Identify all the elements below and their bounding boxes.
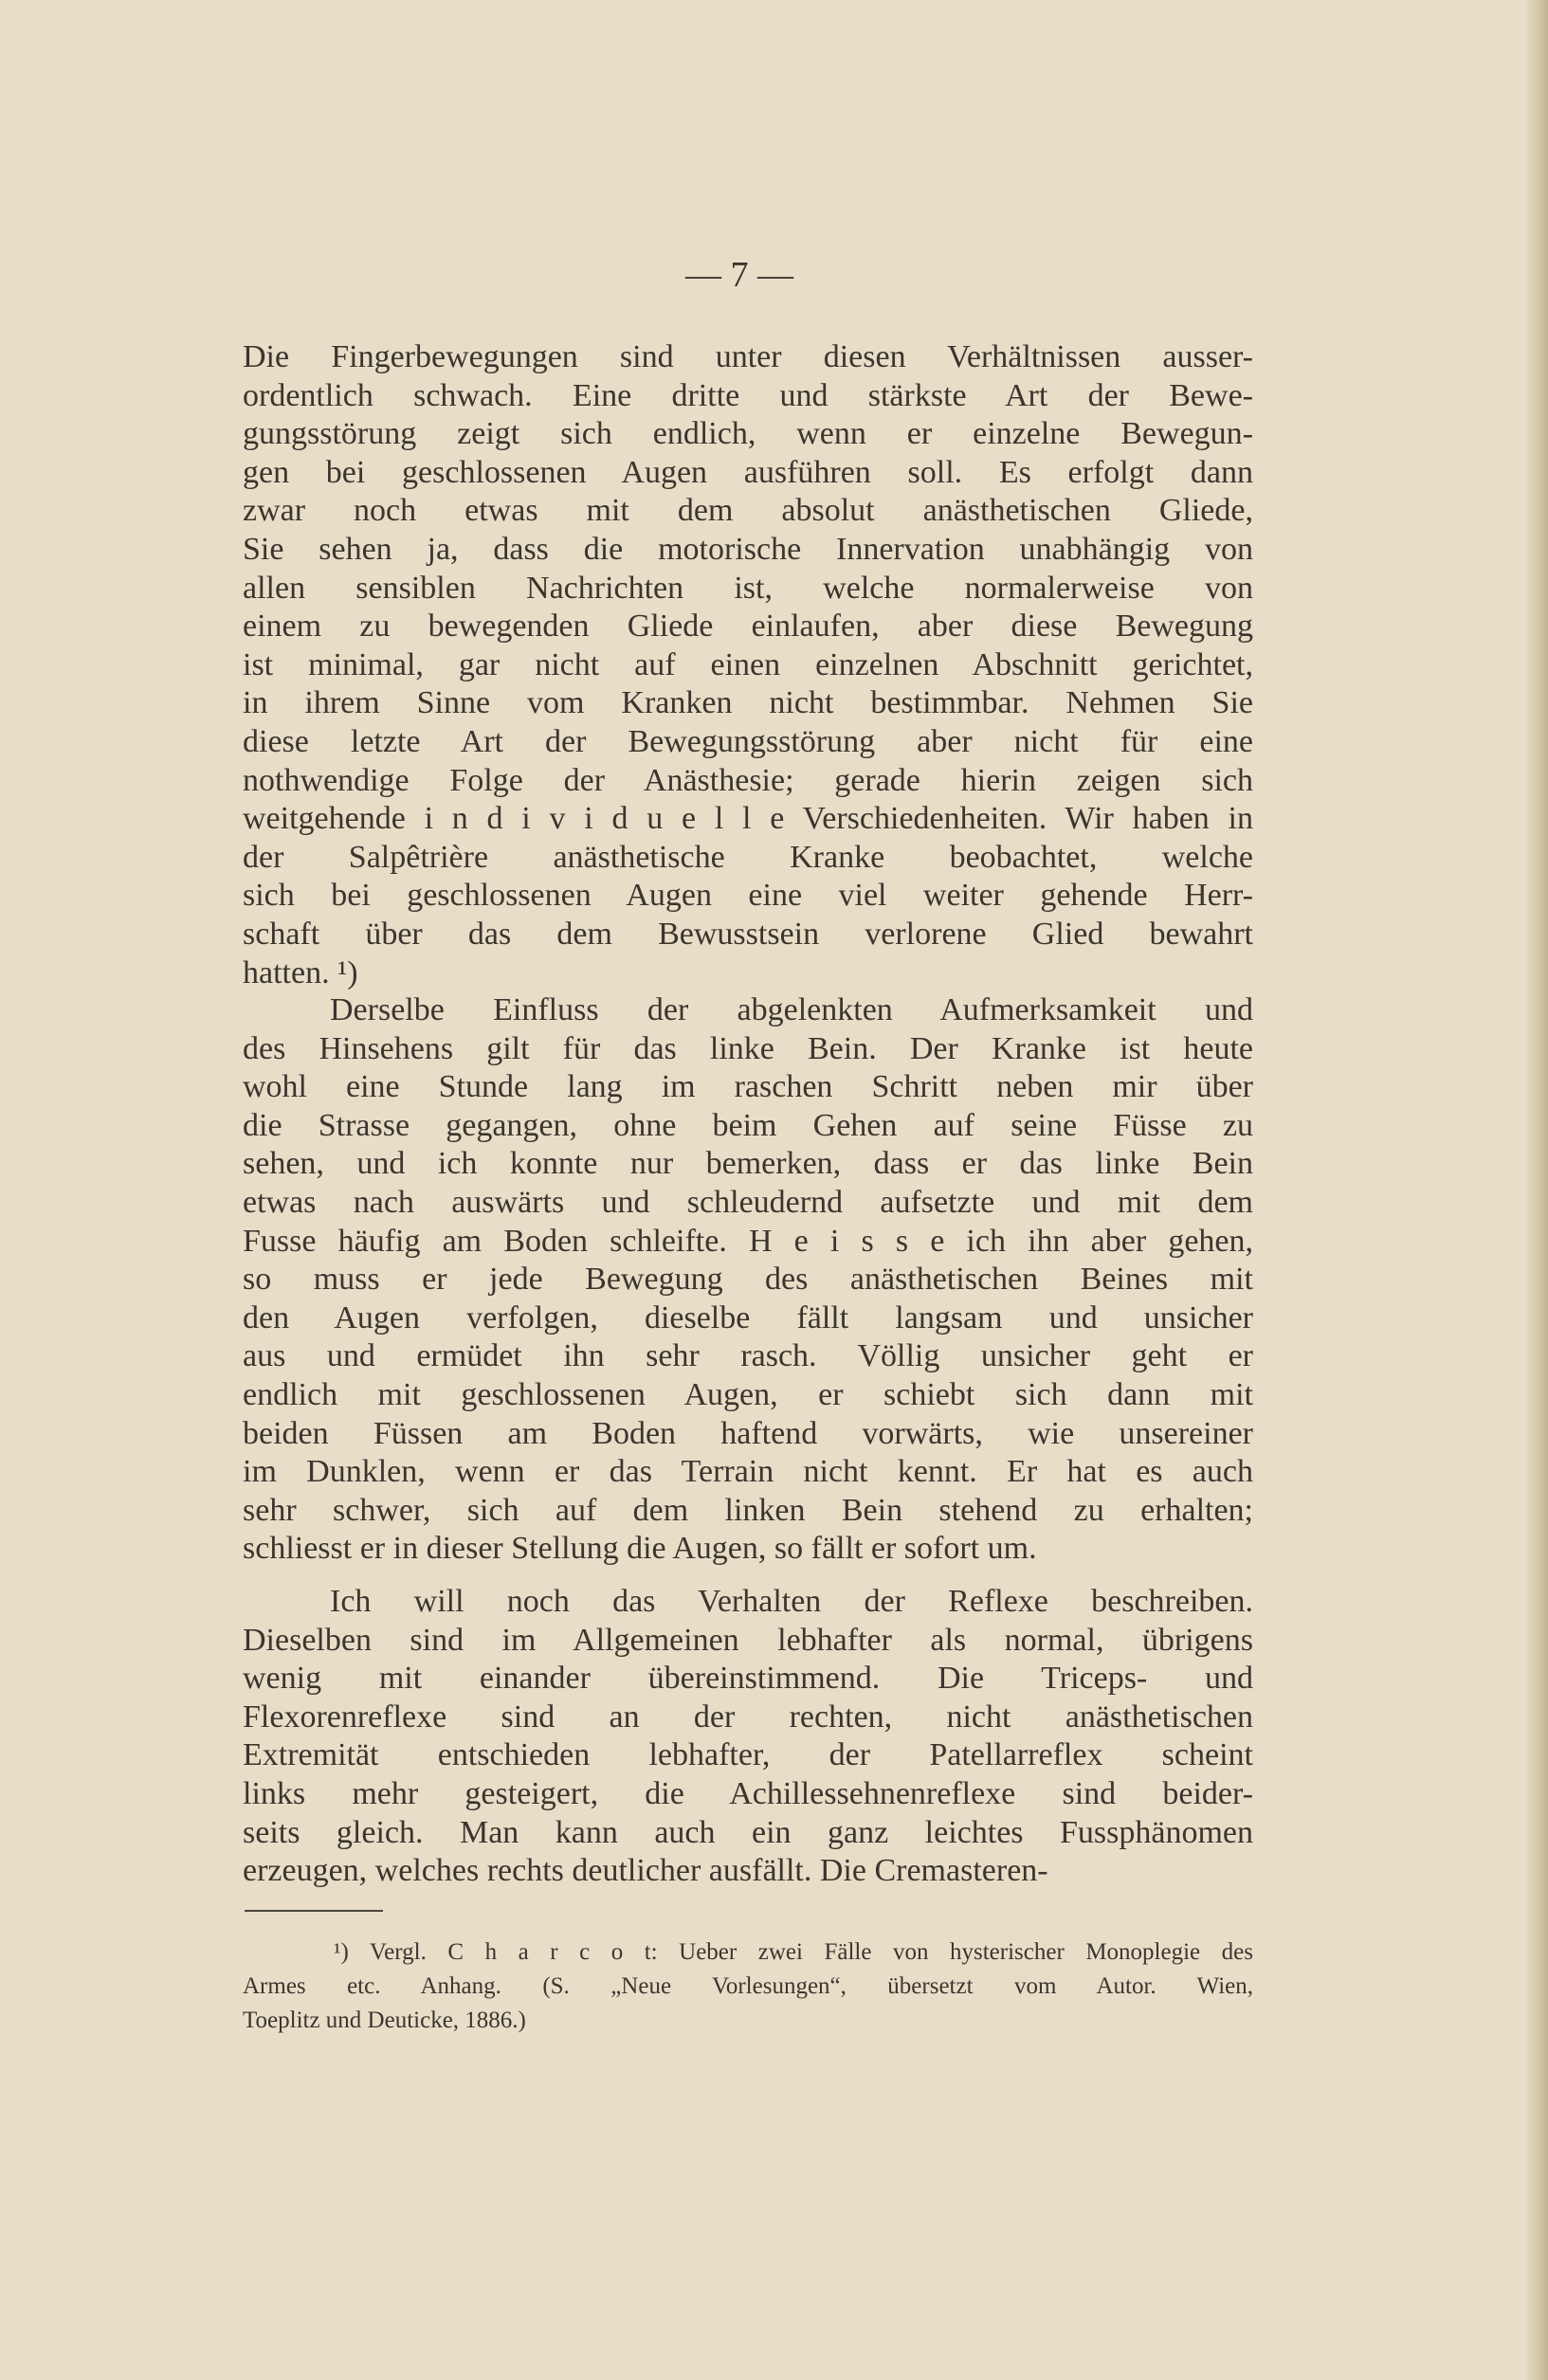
text-line: Fusse häufig am Boden schleifte. H e i s s e ich ihn aber gehen, <box>243 1223 1253 1259</box>
text-line: links mehr gesteigert, die Achillessehnenreflexe sind beider- <box>243 1775 1253 1811</box>
text-line: aus und ermüdet ihn sehr rasch. Völlig unsicher geht er <box>243 1338 1253 1374</box>
text-line: schliesst er in dieser Stellung die Augen, so fällt er sofort um. <box>243 1531 1037 1567</box>
text-line: sich bei geschlossenen Augen eine viel weiter gehende Herr- <box>243 878 1253 914</box>
text-line: Flexorenreflexe sind an der rechten, nicht anästhetischen <box>243 1699 1253 1735</box>
text-line: Ich will noch das Verhalten der Reflexe beschreiben. <box>330 1584 1253 1619</box>
text-line: Extremität entschieden lebhafter, der Patellarreflex scheint <box>243 1737 1253 1773</box>
text-line: weitgehende i n d i v i d u e l l e Verschiedenheiten. Wir haben in <box>243 801 1253 837</box>
text-line: diese letzte Art der Bewegungsstörung aber nicht für eine <box>243 723 1253 759</box>
text-line: erzeugen, welches rechts deutlicher ausfällt. Die Cremasteren- <box>243 1853 1048 1889</box>
footnote-line: ¹) Vergl. C h a r c o t: Ueber zwei Fälle von hysterischer Monoplegie des <box>334 1939 1253 1965</box>
paragraph-3 <box>243 1583 1253 1891</box>
text-line: zwar noch etwas mit dem absolut anästhetischen Gliede, <box>243 493 1253 529</box>
text-line: wohl eine Stunde lang im raschen Schritt neben mir über <box>243 1069 1253 1105</box>
text-line: Dieselben sind im Allgemeinen lebhafter als normal, übrigens <box>243 1622 1253 1658</box>
text-line: einem zu bewegenden Gliede einlaufen, aber diese Bewegung <box>243 609 1253 645</box>
page-number: — 7 — <box>685 255 793 295</box>
text-line: etwas nach auswärts und schleudernd aufsetzte und mit dem <box>243 1184 1253 1220</box>
page-edge <box>1527 0 1548 2380</box>
text-line: so muss er jede Bewegung des anästhetischen Beines mit <box>243 1262 1253 1298</box>
text-line: endlich mit geschlossenen Augen, er schiebt sich dann mit <box>243 1376 1253 1412</box>
paragraph-2 <box>243 991 1253 1569</box>
text-line: gungsstörung zeigt sich endlich, wenn er einzelne Bewegun- <box>243 416 1253 452</box>
text-line: Derselbe Einfluss der abgelenkten Aufmerksamkeit und <box>330 992 1253 1027</box>
text-line: ist minimal, gar nicht auf einen einzelnen Abschnitt gerichtet, <box>243 646 1253 682</box>
text-line: der Salpêtrière anästhetische Kranke beobachtet, welche <box>243 839 1253 875</box>
text-line: Sie sehen ja, dass die motorische Innervation unabhängig von <box>243 531 1253 567</box>
text-line: im Dunklen, wenn er das Terrain nicht kennt. Er hat es auch <box>243 1454 1253 1490</box>
paragraph-1 <box>243 338 1253 992</box>
text-line: nothwendige Folge der Anästhesie; gerade hierin zeigen sich <box>243 762 1253 798</box>
text-line: den Augen verfolgen, dieselbe fällt langsam und unsicher <box>243 1299 1253 1335</box>
text-line: sehr schwer, sich auf dem linken Bein stehend zu erhalten; <box>243 1492 1253 1528</box>
text-line: die Strasse gegangen, ohne beim Gehen auf seine Füsse zu <box>243 1107 1253 1143</box>
text-line: allen sensiblen Nachrichten ist, welche normalerweise von <box>243 570 1253 606</box>
footnote <box>243 1935 1253 2038</box>
footnote-divider <box>245 1910 383 1912</box>
text-line: Die Fingerbewegungen sind unter diesen Verhältnissen ausser- <box>243 339 1253 374</box>
text-line: schaft über das dem Bewusstsein verlorene Glied bewahrt <box>243 916 1253 952</box>
text-line: in ihrem Sinne vom Kranken nicht bestimmbar. Nehmen Sie <box>243 685 1253 721</box>
text-line: des Hinsehens gilt für das linke Bein. Der Kranke ist heute <box>243 1030 1253 1066</box>
text-line: gen bei geschlossenen Augen ausführen soll. Es erfolgt dann <box>243 454 1253 490</box>
text-line: hatten. ¹) <box>243 954 358 990</box>
text-line: wenig mit einander übereinstimmend. Die Triceps- und <box>243 1661 1253 1697</box>
text-line: seits gleich. Man kann auch ein ganz leichtes Fussphänomen <box>243 1814 1253 1850</box>
text-line: sehen, und ich konnte nur bemerken, dass er das linke Bein <box>243 1146 1253 1182</box>
text-line: ordentlich schwach. Eine dritte und stärkste Art der Bewe- <box>243 377 1253 413</box>
footnote-line: Toeplitz und Deuticke, 1886.) <box>243 2008 526 2033</box>
text-line: beiden Füssen am Boden haftend vorwärts, wie unsereiner <box>243 1415 1253 1451</box>
footnote-line: Armes etc. Anhang. (S. „Neue Vorlesungen“, übersetzt vom Autor. Wien, <box>243 1973 1253 1999</box>
